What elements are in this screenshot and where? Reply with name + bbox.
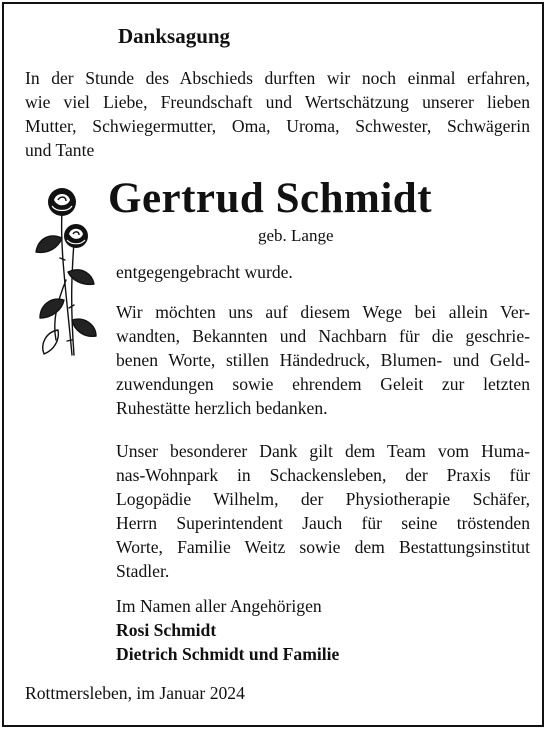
paragraph-line: benen Worte, stillen Händedruck, Blumen- und Geld- (116, 350, 530, 370)
signature-intro: Im Namen aller Angehörigen (116, 596, 322, 616)
paragraph-line: wandten, Bekannten und Nachbarn für die geschrie- (116, 326, 530, 346)
intro-line: In der Stunde des Abschieds durften wir noch einmal erfahren, (25, 68, 530, 88)
signature-block (116, 594, 339, 666)
paragraph-line: Unser besonderer Dank gilt dem Team vom Huma- (116, 441, 530, 461)
paragraph-line: Wir möchten uns auf diesem Wege bei allein Ver- (116, 302, 530, 322)
birth-name: geb. Lange (258, 226, 334, 245)
signature-name: Rosi Schmidt (116, 620, 217, 640)
paragraph-line: Worte, Familie Weitz sowie dem Bestattungsinstitut (116, 537, 530, 557)
special-thanks-paragraph (116, 439, 530, 583)
thanks-paragraph (116, 300, 530, 420)
intro-line: und Tante (25, 140, 95, 160)
paragraph-line: zuwendungen sowie ehrendem Geleit zur letzten (116, 374, 530, 394)
paragraph-line: Ruhestätte herzlich bedanken. (116, 398, 328, 418)
received-line: entgegengebracht wurde. (116, 262, 293, 282)
intro-line: Mutter, Schwiegermutter, Oma, Uroma, Schwester, Schwägerin (25, 116, 530, 136)
rose-illustration-icon (22, 180, 108, 360)
deceased-name: Gertrud Schmidt (108, 175, 433, 222)
intro-line: wie viel Liebe, Freundschaft und Wertschätzung unserer lieben (25, 92, 530, 112)
paragraph-line: Logopädie Wilhelm, der Physiotherapie Schäfer, (116, 489, 530, 509)
place-date: Rottmersleben, im Januar 2024 (25, 683, 245, 703)
received-line-block (116, 260, 530, 284)
paragraph-line: Stadler. (116, 561, 170, 581)
paragraph-line: nas-Wohnpark in Schackensleben, der Praxis für (116, 465, 530, 485)
paragraph-line: Herrn Superintendent Jauch für seine tröstenden (116, 513, 530, 533)
intro-text (25, 66, 530, 162)
signature-name: Dietrich Schmidt und Familie (116, 644, 340, 664)
notice-heading: Danksagung (118, 24, 231, 48)
